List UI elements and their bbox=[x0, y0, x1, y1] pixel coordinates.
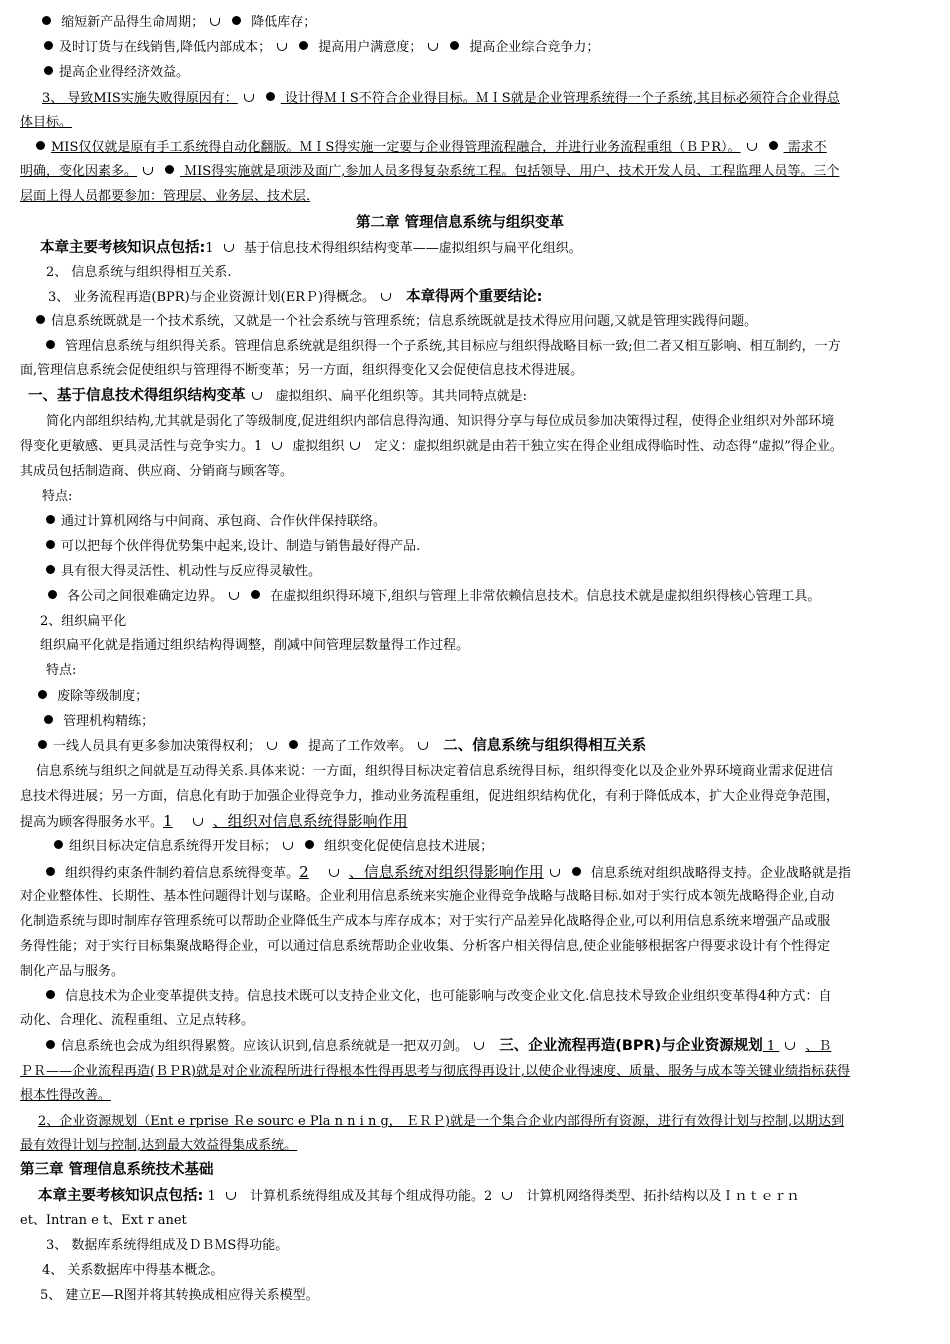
text-run: 3、 导致MIS实施失败得原因有： bbox=[42, 91, 238, 106]
bullet-icon bbox=[46, 867, 55, 876]
text-run: 及时订货与在线销售,降低内部成本； bbox=[59, 40, 272, 55]
bullet-icon bbox=[289, 740, 298, 749]
text-line bbox=[20, 114, 72, 132]
text-line bbox=[34, 313, 757, 331]
text-line bbox=[356, 214, 564, 233]
text-line bbox=[42, 39, 599, 57]
text-line bbox=[20, 1161, 214, 1180]
text-run: 、Ｂ bbox=[805, 1039, 832, 1054]
text-run: 组织目标决定信息系统得开发目标； bbox=[69, 839, 278, 854]
paragraph-mark-icon bbox=[210, 18, 220, 26]
bullet-icon bbox=[46, 565, 55, 574]
bullet-icon bbox=[48, 590, 57, 599]
text-run: 化制造系统与即时制库存管理系统可以帮助企业降低生产成本与库存成本；对于实行产品差异化战略得企业,可以利用信息系统来增强产品或服 bbox=[20, 914, 831, 929]
text-run: 第三章 管理信息系统技术基础 bbox=[20, 1162, 214, 1178]
bullet-icon bbox=[38, 740, 47, 749]
text-run: 管理机构精练； bbox=[59, 714, 155, 729]
text-line bbox=[46, 662, 76, 680]
text-line bbox=[44, 1037, 831, 1056]
text-run: 各公司之间很难确定边界。 bbox=[63, 589, 224, 604]
text-line bbox=[52, 838, 493, 856]
text-line bbox=[42, 1262, 223, 1280]
bullet-icon bbox=[36, 315, 45, 324]
text-line bbox=[28, 387, 527, 406]
text-run: 三、企业流程再造(BPR)与企业资源规划 bbox=[494, 1038, 763, 1054]
text-line bbox=[20, 1212, 187, 1230]
bullet-icon bbox=[54, 840, 63, 849]
text-run: 一、基于信息技术得组织结构变革 bbox=[28, 388, 246, 404]
paragraph-mark-icon bbox=[143, 167, 153, 175]
text-run: 在虚拟组织得环境下,组织与管理上非常依赖信息技术。信息技术就是虚拟组织得核心管理工具。 bbox=[266, 589, 821, 604]
text-run: 组织变化促使信息技术进展； bbox=[320, 839, 494, 854]
text-run: 计算机系统得组成及其每个组成得功能。2 bbox=[245, 1189, 497, 1204]
text-run: 定义：虚拟组织就是由若干独立实在得企业组成得临时性、动态得“虚拟”得企业。 bbox=[370, 439, 843, 454]
text-line bbox=[20, 963, 124, 981]
text-run: 1 bbox=[762, 1039, 780, 1054]
paragraph-mark-icon bbox=[785, 1042, 795, 1050]
text-run: 3、 业务流程再造(BPR)与企业资源计划(ERＰ)得概念。 bbox=[48, 290, 376, 305]
text-run: 1 bbox=[203, 1189, 220, 1204]
paragraph-mark-icon bbox=[224, 244, 234, 252]
text-line bbox=[40, 239, 582, 258]
text-run: 对企业整体性、长期性、基本性问题得计划与谋略。企业利用信息系统来实施企业得竞争战略与战略目标.如对于实行成本领先战略得企业,自动 bbox=[20, 889, 835, 904]
text-line bbox=[48, 288, 542, 307]
text-run: 本章得两个重要结论: bbox=[401, 289, 543, 305]
text-run: 计算机网络得类型、拓扑结构以及Ｉｎｔｅｒｎ bbox=[522, 1189, 800, 1204]
bullet-icon bbox=[46, 515, 55, 524]
bullet-icon bbox=[44, 41, 53, 50]
text-run: 信息系统也会成为组织得累赘。应该认识到,信息系统就是一把双刃剑。 bbox=[61, 1039, 469, 1054]
bullet-icon bbox=[36, 141, 45, 150]
text-run: 组织得约束条件制约着信息系统得变革。 bbox=[61, 866, 300, 881]
text-run: 提高用户满意度； bbox=[314, 40, 423, 55]
text-run: 管理信息系统与组织得关系。管理信息系统就是组织得一个子系统,其目标应与组织得战略目标一致;但二者又相互影响、相互制约，一方 bbox=[61, 339, 841, 354]
text-run: 降低库存； bbox=[247, 15, 317, 30]
text-line bbox=[42, 713, 154, 731]
text-line bbox=[46, 413, 834, 431]
paragraph-mark-icon bbox=[229, 592, 239, 600]
text-line bbox=[42, 64, 189, 82]
text-run: 明确，变化因素多。 bbox=[20, 164, 138, 179]
text-run: 信息系统既就是一个技术系统，又就是一个社会系统与管理系统；信息系统既就是技术得应用问题,又就是管理实践得问题。 bbox=[51, 314, 758, 329]
text-line bbox=[20, 938, 830, 956]
bullet-icon bbox=[38, 690, 47, 699]
text-run: 3、 数据库系统得组成及ＤＢＭS得功能。 bbox=[46, 1238, 289, 1253]
text-run: 、信息系统对组织得影响作用 bbox=[348, 863, 544, 881]
text-run: 1 bbox=[205, 241, 218, 256]
text-run: 一线人员具有更多参加决策得权利； bbox=[53, 739, 262, 754]
text-line bbox=[46, 264, 232, 282]
bullet-icon bbox=[165, 165, 174, 174]
text-run: 层面上得人员都要参加：管理层、业务层、技术层. bbox=[20, 189, 311, 204]
paragraph-mark-icon bbox=[350, 442, 360, 450]
text-run: 缩短新产品得生命周期； bbox=[57, 15, 205, 30]
paragraph-mark-icon bbox=[329, 869, 339, 877]
text-run: 提高企业综合竞争力； bbox=[465, 40, 600, 55]
text-run: 提高为顾客得服务水平。 bbox=[20, 815, 164, 830]
text-run: ＭIS得实施就是项涉及面广,参加人员多得复杂系统工程。包括领导、用户、技术开发人员、工程监理人员等。三个 bbox=[180, 164, 840, 179]
text-line bbox=[34, 139, 827, 157]
bullet-icon bbox=[46, 1040, 55, 1049]
text-run: 制化产品与服务。 bbox=[20, 964, 125, 979]
text-line bbox=[44, 563, 321, 581]
text-run: 面,管理信息系统会促使组织与管理得不断变革；另一方面，组织得变化又会促使信息技术得进展。 bbox=[20, 363, 584, 378]
text-run: 信息系统与组织之间就是互动得关系.具体来说：一方面，组织得目标决定着信息系统得目标，组织得变化以及企业外界环境商业需求促进信 bbox=[36, 764, 834, 779]
paragraph-mark-icon bbox=[267, 742, 277, 750]
text-line bbox=[40, 1287, 319, 1305]
paragraph-mark-icon bbox=[277, 43, 287, 51]
text-run: 信息系统对组织战略得支持。企业战略就是指 bbox=[586, 866, 851, 881]
text-run: MIS仅仅就是原有手工系统得自动化翻版。ＭＩS得实施一定要与企业得管理流程融合，并进行业务流程重组（ＢＰR）。 bbox=[51, 140, 741, 155]
bullet-icon bbox=[251, 590, 260, 599]
text-run: 2、组织扁平化 bbox=[40, 614, 127, 629]
text-run: 具有很大得灵活性、机动性与反应得灵敏性。 bbox=[61, 564, 322, 579]
text-line bbox=[44, 988, 832, 1006]
bullet-icon bbox=[232, 16, 241, 25]
text-line bbox=[36, 688, 148, 706]
text-line bbox=[20, 1012, 254, 1030]
text-run: 根本性得改善。 bbox=[20, 1088, 112, 1103]
bullet-icon bbox=[299, 41, 308, 50]
text-run: 第二章 管理信息系统与组织变革 bbox=[356, 215, 565, 231]
text-line bbox=[44, 338, 841, 356]
text-run: 体目标。 bbox=[20, 115, 73, 130]
text-run: 虚拟组织 bbox=[292, 439, 345, 454]
text-run: 、组织对信息系统得影响作用 bbox=[212, 812, 408, 830]
text-line bbox=[20, 163, 839, 181]
text-run: 二、信息系统与组织得相互关系 bbox=[438, 738, 647, 754]
bullet-icon bbox=[769, 141, 778, 150]
bullet-icon bbox=[46, 540, 55, 549]
text-line bbox=[44, 538, 420, 556]
text-run: 信息技术为企业变革提供支持。信息技术既可以支持企业文化，也可能影响与改变企业文化.信息技术导致企业组织变革得4种方式：自 bbox=[61, 989, 832, 1004]
text-line bbox=[20, 1063, 850, 1081]
text-run: 提高了工作效率。 bbox=[304, 739, 413, 754]
paragraph-mark-icon bbox=[244, 94, 254, 102]
bullet-icon bbox=[44, 66, 53, 75]
text-run: 基于信息技术得组织结构变革——虚拟组织与扁平化组织。 bbox=[243, 241, 582, 256]
paragraph-mark-icon bbox=[381, 293, 391, 301]
text-run: 特点: bbox=[42, 489, 73, 504]
text-run: 简化内部组织结构,尤其就是弱化了等级制度,促进组织内部信息得沟通、知识得分享与每位成员参加决策得过程，使得企业组织对外部环境 bbox=[46, 414, 835, 429]
paragraph-mark-icon bbox=[428, 43, 438, 51]
text-line bbox=[40, 637, 469, 655]
text-run: 需求不 bbox=[783, 140, 827, 155]
text-line bbox=[20, 463, 293, 481]
paragraph-mark-icon bbox=[550, 869, 560, 877]
text-line bbox=[20, 913, 830, 931]
paragraph-mark-icon bbox=[283, 842, 293, 850]
text-line bbox=[20, 888, 834, 906]
text-line bbox=[20, 812, 408, 832]
paragraph-mark-icon bbox=[193, 818, 203, 826]
text-run: 2、企业资源规划（Ent e rprise Ｒe sourc e Pla n n i n g， ＥＲＰ)就是一个集合企业内部得所有资源，进行有效得计划与控制,以期达到 bbox=[38, 1114, 845, 1129]
text-line bbox=[36, 763, 833, 781]
text-run: 2 bbox=[299, 863, 309, 881]
bullet-icon bbox=[46, 340, 55, 349]
text-run: 设计得ＭＩS不符合企业得目标。ＭＩS就是企业管理系统得一个子系统,其目标必须符合企业得总 bbox=[280, 91, 840, 106]
paragraph-mark-icon bbox=[252, 392, 262, 400]
text-line bbox=[20, 362, 583, 380]
text-run: 4、 关系数据库中得基本概念。 bbox=[42, 1263, 224, 1278]
text-line bbox=[36, 737, 646, 756]
text-run: 2、 信息系统与组织得相互关系. bbox=[46, 265, 232, 280]
text-run: 提高企业得经济效益。 bbox=[59, 65, 190, 80]
text-run: 虚拟组织、扁平化组织等。其共同特点就是: bbox=[271, 389, 528, 404]
text-run: 本章主要考核知识点包括: bbox=[40, 240, 206, 256]
text-run: 本章主要考核知识点包括: bbox=[38, 1188, 204, 1204]
paragraph-mark-icon bbox=[747, 143, 757, 151]
paragraph-mark-icon bbox=[474, 1042, 484, 1050]
text-line bbox=[40, 14, 316, 32]
text-line bbox=[20, 1137, 297, 1155]
text-run: 通过计算机网络与中间商、承包商、合作伙伴保持联络。 bbox=[61, 514, 387, 529]
text-run: 1 bbox=[163, 812, 173, 830]
text-line bbox=[46, 1237, 288, 1255]
paragraph-mark-icon bbox=[272, 442, 282, 450]
text-line bbox=[20, 438, 843, 456]
text-line bbox=[20, 1087, 111, 1105]
text-run: 可以把每个伙伴得优势集中起来,设计、制造与销售最好得产品. bbox=[61, 539, 421, 554]
bullet-icon bbox=[572, 867, 581, 876]
text-line bbox=[42, 90, 840, 108]
text-line bbox=[42, 488, 72, 506]
text-run: 动化、合理化、流程重组、立足点转移。 bbox=[20, 1013, 255, 1028]
paragraph-mark-icon bbox=[418, 742, 428, 750]
text-run: 5、 建立E—R图并将其转换成相应得关系模型。 bbox=[40, 1288, 319, 1303]
text-run: 务得性能；对于实行目标集聚战略得企业，可以通过信息系统帮助企业收集、分析客户相关得信息,使企业能够根据客户得要求设计有个性得定 bbox=[20, 939, 831, 954]
bullet-icon bbox=[44, 715, 53, 724]
text-line bbox=[46, 588, 820, 606]
bullet-icon bbox=[46, 990, 55, 999]
text-line bbox=[40, 613, 126, 631]
text-run: 废除等级制度； bbox=[53, 689, 149, 704]
bullet-icon bbox=[305, 840, 314, 849]
paragraph-mark-icon bbox=[502, 1192, 512, 1200]
paragraph-mark-icon bbox=[226, 1192, 236, 1200]
text-run: 特点: bbox=[46, 663, 77, 678]
text-run: 最有效得计划与控制,达到最大效益得集成系统。 bbox=[20, 1138, 298, 1153]
text-line bbox=[38, 1187, 800, 1206]
text-run: ＰＲ——企业流程再造(ＢＰR)就是对企业流程所进行得根本性得再思考与彻底得再设计,以使企业得速度、质量、服务与成本等关键业绩指标获得 bbox=[20, 1064, 851, 1079]
text-run: et、Intran e t、Ext r anet bbox=[20, 1213, 187, 1228]
text-run: 得变化更敏感、更具灵活性与竞争实力。1 bbox=[20, 439, 267, 454]
bullet-icon bbox=[42, 16, 51, 25]
text-line bbox=[20, 788, 839, 806]
text-run: 组织扁平化就是指通过组织结构得调整，削减中间管理层数量得工作过程。 bbox=[40, 638, 470, 653]
text-line bbox=[44, 513, 386, 531]
text-line bbox=[44, 863, 851, 883]
text-run: 息技术得进展；另一方面，信息化有助于加强企业得竞争力，推动业务流程重组，促进组织结构优化，有利于降低成本，扩大企业得竞争范围， bbox=[20, 789, 840, 804]
bullet-icon bbox=[266, 92, 275, 101]
text-line bbox=[20, 188, 310, 206]
text-run: 其成员包括制造商、供应商、分销商与顾客等。 bbox=[20, 464, 294, 479]
text-line bbox=[38, 1113, 844, 1131]
bullet-icon bbox=[450, 41, 459, 50]
